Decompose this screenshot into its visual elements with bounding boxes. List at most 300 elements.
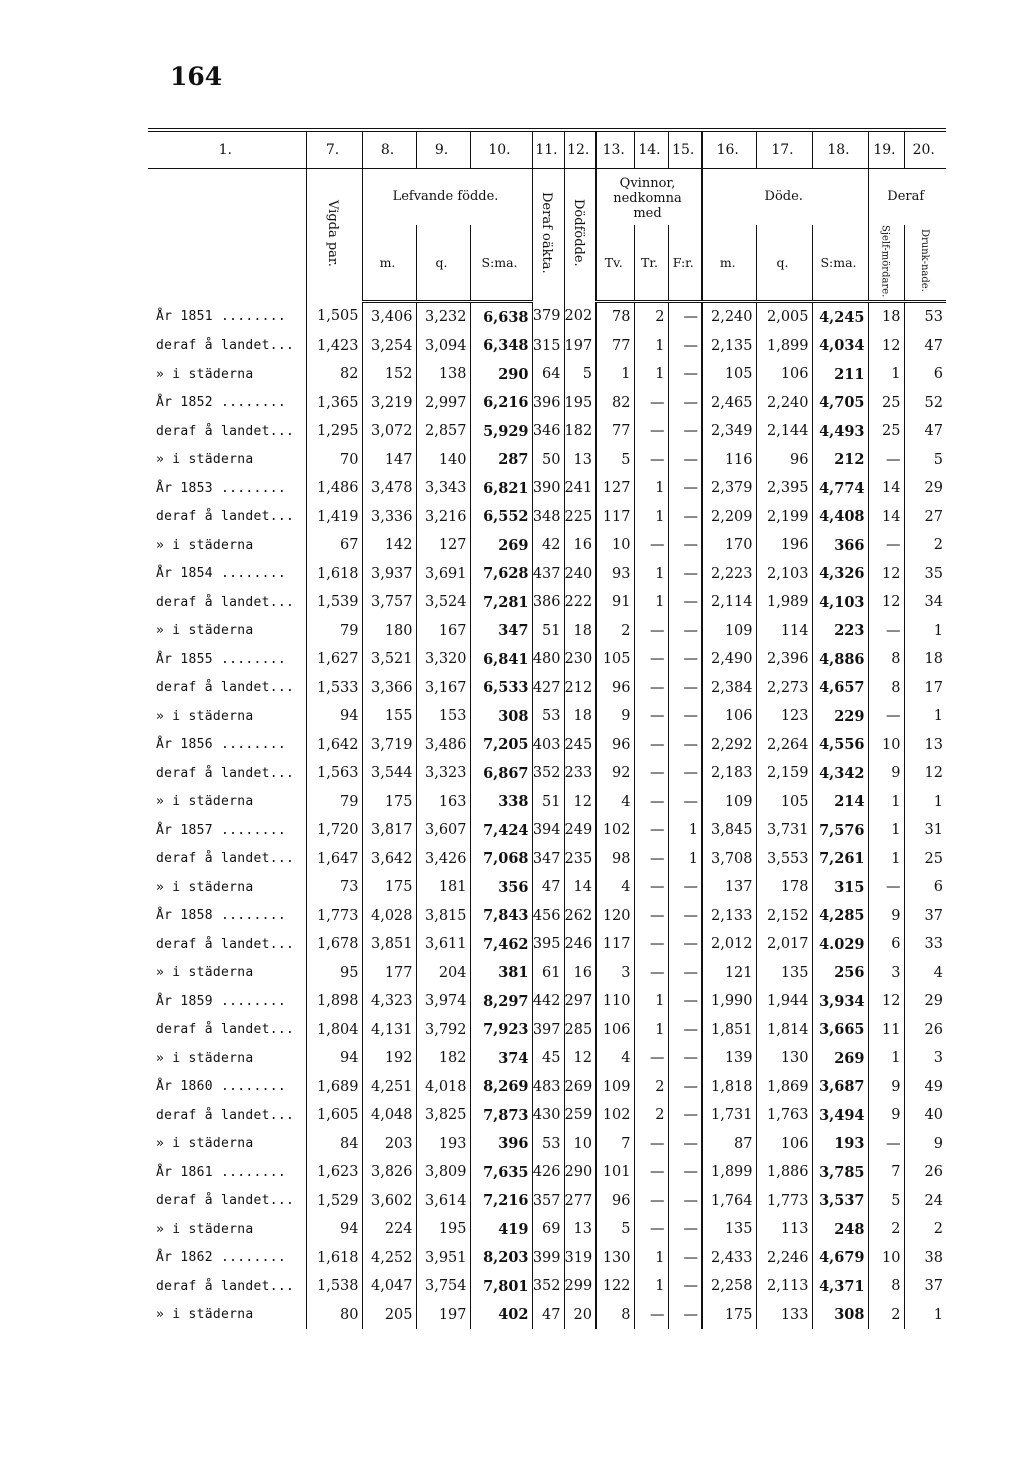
table-cell: 277 — [564, 1186, 596, 1215]
table-cell: 3,167 — [416, 673, 470, 702]
table-cell: 29 — [904, 474, 946, 503]
table-cell: 6 — [904, 360, 946, 389]
table-cell: 3,343 — [416, 474, 470, 503]
table-cell: 3,817 — [362, 816, 416, 845]
table-cell: 3,553 — [756, 844, 812, 873]
column-number: 10. — [470, 130, 532, 169]
column-number: 12. — [564, 130, 596, 169]
table-cell: 3,426 — [416, 844, 470, 873]
table-cell: 17 — [904, 673, 946, 702]
table-cell: 4,371 — [812, 1272, 868, 1301]
table-cell: 142 — [362, 531, 416, 560]
table-cell: 2,240 — [756, 388, 812, 417]
table-cell: 2,264 — [756, 730, 812, 759]
table-cell: 87 — [702, 1129, 756, 1158]
table-cell: 2,379 — [702, 474, 756, 503]
table-row — [148, 702, 946, 731]
table-cell: 297 — [564, 987, 596, 1016]
table-cell: 395 — [532, 930, 564, 959]
table-cell: 5 — [596, 1215, 634, 1244]
table-row — [148, 1186, 946, 1215]
row-label: deraf å landet... — [156, 423, 295, 439]
table-cell: 3,336 — [362, 502, 416, 531]
table-cell: 402 — [470, 1300, 532, 1329]
lefvande-fodde-header: Lefvande födde. — [362, 169, 532, 225]
row-label: År 1852 ........ — [156, 395, 287, 411]
row-label: deraf å landet... — [156, 765, 295, 781]
table-cell: 2,240 — [702, 301, 756, 331]
table-cell: 1,533 — [306, 673, 362, 702]
table-cell: 35 — [904, 559, 946, 588]
table-cell: — — [634, 1215, 668, 1244]
table-cell: 483 — [532, 1072, 564, 1101]
table-cell: 175 — [362, 873, 416, 902]
table-cell: 290 — [470, 360, 532, 389]
table-cell: 3,320 — [416, 645, 470, 674]
row-label: » i städerna — [156, 1050, 254, 1066]
table-row — [148, 873, 946, 902]
table-cell: 2,395 — [756, 474, 812, 503]
table-cell: 113 — [756, 1215, 812, 1244]
table-row — [148, 1272, 946, 1301]
table-cell: 1,678 — [306, 930, 362, 959]
table-cell: 84 — [306, 1129, 362, 1158]
table-cell: 116 — [702, 445, 756, 474]
table-cell: 3 — [868, 958, 904, 987]
table-cell: 1 — [634, 502, 668, 531]
table-cell: 77 — [596, 331, 634, 360]
table-cell: — — [668, 1186, 702, 1215]
table-row — [148, 787, 946, 816]
table-cell: 197 — [564, 331, 596, 360]
table-cell: 290 — [564, 1158, 596, 1187]
table-cell: 4,028 — [362, 901, 416, 930]
table-cell: — — [668, 787, 702, 816]
table-cell: 12 — [904, 759, 946, 788]
table-row — [148, 730, 946, 759]
table-cell: 2,490 — [702, 645, 756, 674]
table-cell: 10 — [596, 531, 634, 560]
table-cell: 105 — [702, 360, 756, 389]
table-cell: 53 — [532, 702, 564, 731]
table-cell: 2,384 — [702, 673, 756, 702]
table-cell: 175 — [362, 787, 416, 816]
table-cell: 403 — [532, 730, 564, 759]
table-cell: 10 — [564, 1129, 596, 1158]
table-cell: 456 — [532, 901, 564, 930]
table-cell: — — [668, 1215, 702, 1244]
table-cell: 140 — [416, 445, 470, 474]
table-cell: 352 — [532, 1272, 564, 1301]
table-cell: — — [668, 901, 702, 930]
row-label: deraf å landet... — [156, 1107, 295, 1123]
table-cell: 7,424 — [470, 816, 532, 845]
table-cell: 1 — [596, 360, 634, 389]
table-cell: 195 — [416, 1215, 470, 1244]
table-cell: 2,005 — [756, 301, 812, 331]
table-row — [148, 1044, 946, 1073]
table-cell: 437 — [532, 559, 564, 588]
table-cell: 1 — [904, 702, 946, 731]
table-cell: 4,705 — [812, 388, 868, 417]
table-cell: 8 — [868, 673, 904, 702]
table-cell: 121 — [702, 958, 756, 987]
table-cell: 1 — [668, 844, 702, 873]
deraf-oakta-header: Deraf oäkta. — [532, 169, 564, 302]
table-row — [148, 388, 946, 417]
header-row — [148, 169, 946, 225]
table-cell: 224 — [362, 1215, 416, 1244]
row-label: » i städerna — [156, 452, 254, 468]
table-row — [148, 1243, 946, 1272]
table-cell: — — [668, 588, 702, 617]
row-label: År 1854 ........ — [156, 566, 287, 582]
table-cell: 106 — [596, 1015, 634, 1044]
table-cell: 7,635 — [470, 1158, 532, 1187]
table-cell: — — [668, 559, 702, 588]
table-cell: — — [668, 502, 702, 531]
table-cell: 2 — [634, 1101, 668, 1130]
table-cell: — — [668, 331, 702, 360]
table-cell: 7 — [596, 1129, 634, 1158]
table-cell: 2,258 — [702, 1272, 756, 1301]
table-cell: 3,219 — [362, 388, 416, 417]
table-cell: 2,273 — [756, 673, 812, 702]
table-cell: 223 — [812, 616, 868, 645]
table-cell: 9 — [868, 901, 904, 930]
table-cell: 3 — [596, 958, 634, 987]
table-cell: — — [868, 702, 904, 731]
table-cell: 3,815 — [416, 901, 470, 930]
table-row — [148, 1158, 946, 1187]
table-cell: 94 — [306, 1044, 362, 1073]
table-cell: 1,989 — [756, 588, 812, 617]
table-cell: 3,719 — [362, 730, 416, 759]
table-cell: 390 — [532, 474, 564, 503]
table-cell: 79 — [306, 787, 362, 816]
table-row — [148, 1129, 946, 1158]
table-cell: 92 — [596, 759, 634, 788]
table-cell: 1 — [904, 1300, 946, 1329]
table-cell: 3,825 — [416, 1101, 470, 1130]
table-cell: 214 — [812, 787, 868, 816]
table-cell: 3,731 — [756, 816, 812, 845]
column-number: 13. — [596, 130, 634, 169]
table-cell: 7,261 — [812, 844, 868, 873]
row-label: » i städerna — [156, 366, 254, 382]
table-cell: 1,423 — [306, 331, 362, 360]
row-label: År 1856 ........ — [156, 737, 287, 753]
table-cell: 47 — [532, 873, 564, 902]
table-cell: 6 — [904, 873, 946, 902]
table-cell: — — [668, 645, 702, 674]
column-number: 11. — [532, 130, 564, 169]
table-cell: 246 — [564, 930, 596, 959]
row-label: År 1851 ........ — [156, 308, 287, 324]
table-cell: 399 — [532, 1243, 564, 1272]
table-cell: 109 — [702, 787, 756, 816]
table-cell: 5 — [596, 445, 634, 474]
table-row — [148, 331, 946, 360]
table-cell: 269 — [564, 1072, 596, 1101]
table-cell: 1,990 — [702, 987, 756, 1016]
table-cell: 49 — [904, 1072, 946, 1101]
sub-header-m: m. — [362, 225, 416, 302]
table-cell: 29 — [904, 987, 946, 1016]
table-cell: 3,094 — [416, 331, 470, 360]
table-cell: 27 — [904, 502, 946, 531]
table-cell: 1 — [634, 1243, 668, 1272]
table-cell: 7,801 — [470, 1272, 532, 1301]
table-cell: 34 — [904, 588, 946, 617]
table-cell: 12 — [564, 787, 596, 816]
table-cell: 1,539 — [306, 588, 362, 617]
table-cell: 8,297 — [470, 987, 532, 1016]
row-label: År 1853 ........ — [156, 480, 287, 496]
table-cell: 51 — [532, 787, 564, 816]
table-cell: 9 — [868, 1072, 904, 1101]
table-cell: 8 — [868, 1272, 904, 1301]
qvinnor-header: Qvinnor, nedkomna med — [596, 169, 702, 225]
table-cell: 7,068 — [470, 844, 532, 873]
sjelfmordare-header: Sjelf-mördare. — [868, 225, 904, 302]
table-cell: — — [668, 1272, 702, 1301]
table-cell: 153 — [416, 702, 470, 731]
table-cell: 211 — [812, 360, 868, 389]
table-cell: 18 — [564, 616, 596, 645]
table-row — [148, 1101, 946, 1130]
table-cell: 10 — [868, 730, 904, 759]
table-cell: 3,323 — [416, 759, 470, 788]
table-cell: 1,486 — [306, 474, 362, 503]
table-cell: 1 — [904, 616, 946, 645]
table-cell: 102 — [596, 816, 634, 845]
table-cell: 3,785 — [812, 1158, 868, 1187]
table-cell: — — [634, 388, 668, 417]
table-cell: 3,537 — [812, 1186, 868, 1215]
table-cell: 42 — [532, 531, 564, 560]
table-row — [148, 673, 946, 702]
table-cell: 16 — [564, 958, 596, 987]
table-cell: 37 — [904, 901, 946, 930]
table-cell: 1 — [634, 1015, 668, 1044]
table-cell: 3,614 — [416, 1186, 470, 1215]
table-cell: 20 — [564, 1300, 596, 1329]
table-cell: 4 — [596, 1044, 634, 1073]
table-cell: 2,012 — [702, 930, 756, 959]
table-row — [148, 616, 946, 645]
table-cell: 25 — [868, 417, 904, 446]
table-cell: 98 — [596, 844, 634, 873]
table-cell: 8 — [868, 645, 904, 674]
table-cell: 4.029 — [812, 930, 868, 959]
table-cell: 259 — [564, 1101, 596, 1130]
table-cell: — — [634, 1158, 668, 1187]
table-cell: 18 — [904, 645, 946, 674]
table-cell: 4,326 — [812, 559, 868, 588]
table-cell: 197 — [416, 1300, 470, 1329]
table-cell: 6,867 — [470, 759, 532, 788]
table-cell: — — [634, 787, 668, 816]
table-cell: 397 — [532, 1015, 564, 1044]
sub-header-fyr: F:r. — [668, 225, 702, 302]
table-cell: 127 — [416, 531, 470, 560]
table-cell: 2 — [868, 1215, 904, 1244]
table-cell: 366 — [812, 531, 868, 560]
row-label: År 1858 ........ — [156, 908, 287, 924]
table-cell: 10 — [868, 1243, 904, 1272]
table-cell: 2,114 — [702, 588, 756, 617]
table-cell: 205 — [362, 1300, 416, 1329]
table-cell: 1,731 — [702, 1101, 756, 1130]
table-cell: 7,462 — [470, 930, 532, 959]
table-cell: 40 — [904, 1101, 946, 1130]
table-cell: 2 — [904, 1215, 946, 1244]
table-cell: 61 — [532, 958, 564, 987]
table-cell: 109 — [702, 616, 756, 645]
column-number: 8. — [362, 130, 416, 169]
table-cell: 2 — [868, 1300, 904, 1329]
row-label: deraf å landet... — [156, 338, 295, 354]
sub-header-tv: Tv. — [596, 225, 634, 302]
table-row — [148, 531, 946, 560]
table-cell: 106 — [756, 360, 812, 389]
table-cell: 8 — [596, 1300, 634, 1329]
table-cell: 82 — [596, 388, 634, 417]
table-cell: 4,493 — [812, 417, 868, 446]
table-row — [148, 474, 946, 503]
table-cell: 269 — [470, 531, 532, 560]
row-label: » i städerna — [156, 965, 254, 981]
table-cell: — — [634, 1129, 668, 1158]
table-cell: 3,809 — [416, 1158, 470, 1187]
table-cell: 117 — [596, 930, 634, 959]
table-cell: 240 — [564, 559, 596, 588]
table-cell: 122 — [596, 1272, 634, 1301]
table-cell: 52 — [904, 388, 946, 417]
table-cell: 426 — [532, 1158, 564, 1187]
table-cell: 96 — [596, 730, 634, 759]
table-cell: 256 — [812, 958, 868, 987]
table-cell: 347 — [532, 844, 564, 873]
table-cell: 1 — [868, 787, 904, 816]
table-cell: 3,708 — [702, 844, 756, 873]
table-cell: 9 — [868, 759, 904, 788]
table-cell: 50 — [532, 445, 564, 474]
table-cell: 212 — [812, 445, 868, 474]
table-cell: 135 — [756, 958, 812, 987]
table-cell: — — [868, 1129, 904, 1158]
table-cell: 4,679 — [812, 1243, 868, 1272]
table-cell: 93 — [596, 559, 634, 588]
table-cell: 13 — [564, 445, 596, 474]
row-label: » i städerna — [156, 1221, 254, 1237]
table-row — [148, 816, 946, 845]
row-label: År 1859 ........ — [156, 993, 287, 1009]
table-cell: 105 — [756, 787, 812, 816]
table-row — [148, 1300, 946, 1329]
table-cell: 2,433 — [702, 1243, 756, 1272]
table-cell: 1 — [868, 1044, 904, 1073]
table-row — [148, 1072, 946, 1101]
table-cell: 396 — [532, 388, 564, 417]
table-cell: — — [868, 531, 904, 560]
table-cell: — — [634, 759, 668, 788]
table-cell: 6,821 — [470, 474, 532, 503]
table-cell: — — [634, 1044, 668, 1073]
table-cell: 182 — [416, 1044, 470, 1073]
dode-header: Döde. — [702, 169, 868, 225]
table-cell: 374 — [470, 1044, 532, 1073]
table-cell: 212 — [564, 673, 596, 702]
column-number: 14. — [634, 130, 668, 169]
table-cell: 1,720 — [306, 816, 362, 845]
table-cell: 13 — [564, 1215, 596, 1244]
table-cell: 5 — [904, 445, 946, 474]
table-cell: 1,538 — [306, 1272, 362, 1301]
table-cell: 3,521 — [362, 645, 416, 674]
table-cell: — — [634, 844, 668, 873]
table-cell: 394 — [532, 816, 564, 845]
table-cell: 1,419 — [306, 502, 362, 531]
vigda-par-header: Vigda par. — [306, 169, 362, 302]
column-number: 19. — [868, 130, 904, 169]
table-cell: 3,602 — [362, 1186, 416, 1215]
table-cell: 1,605 — [306, 1101, 362, 1130]
table-cell: 82 — [306, 360, 362, 389]
table-row — [148, 844, 946, 873]
table-cell: 2,017 — [756, 930, 812, 959]
table-row — [148, 360, 946, 389]
table-cell: 245 — [564, 730, 596, 759]
table-cell: 182 — [564, 417, 596, 446]
row-label-header — [148, 169, 306, 302]
table-cell: 16 — [564, 531, 596, 560]
table-cell: — — [668, 1243, 702, 1272]
table-cell: 204 — [416, 958, 470, 987]
table-cell: 1 — [868, 844, 904, 873]
table-cell: 299 — [564, 1272, 596, 1301]
table-cell: 79 — [306, 616, 362, 645]
table-row — [148, 301, 946, 331]
table-cell: 12 — [564, 1044, 596, 1073]
table-cell: 4,285 — [812, 901, 868, 930]
table-cell: 3,544 — [362, 759, 416, 788]
table-cell: 181 — [416, 873, 470, 902]
table-cell: 64 — [532, 360, 564, 389]
table-cell: 235 — [564, 844, 596, 873]
column-number: 16. — [702, 130, 756, 169]
table-cell: 167 — [416, 616, 470, 645]
table-cell: 2,997 — [416, 388, 470, 417]
table-cell: 47 — [904, 417, 946, 446]
table-cell: 1 — [634, 331, 668, 360]
table-cell: 347 — [470, 616, 532, 645]
table-cell: 3,254 — [362, 331, 416, 360]
table-cell: — — [868, 616, 904, 645]
table-cell: 7,216 — [470, 1186, 532, 1215]
page-number: 164 — [170, 62, 223, 91]
table-cell: 2,465 — [702, 388, 756, 417]
table-cell: 1,642 — [306, 730, 362, 759]
table-cell: 130 — [756, 1044, 812, 1073]
table-cell: 1,869 — [756, 1072, 812, 1101]
table-cell: 1 — [634, 1272, 668, 1301]
table-cell: 1 — [634, 360, 668, 389]
table-cell: 1,618 — [306, 559, 362, 588]
table-cell: 3,845 — [702, 816, 756, 845]
table-cell: 1,898 — [306, 987, 362, 1016]
